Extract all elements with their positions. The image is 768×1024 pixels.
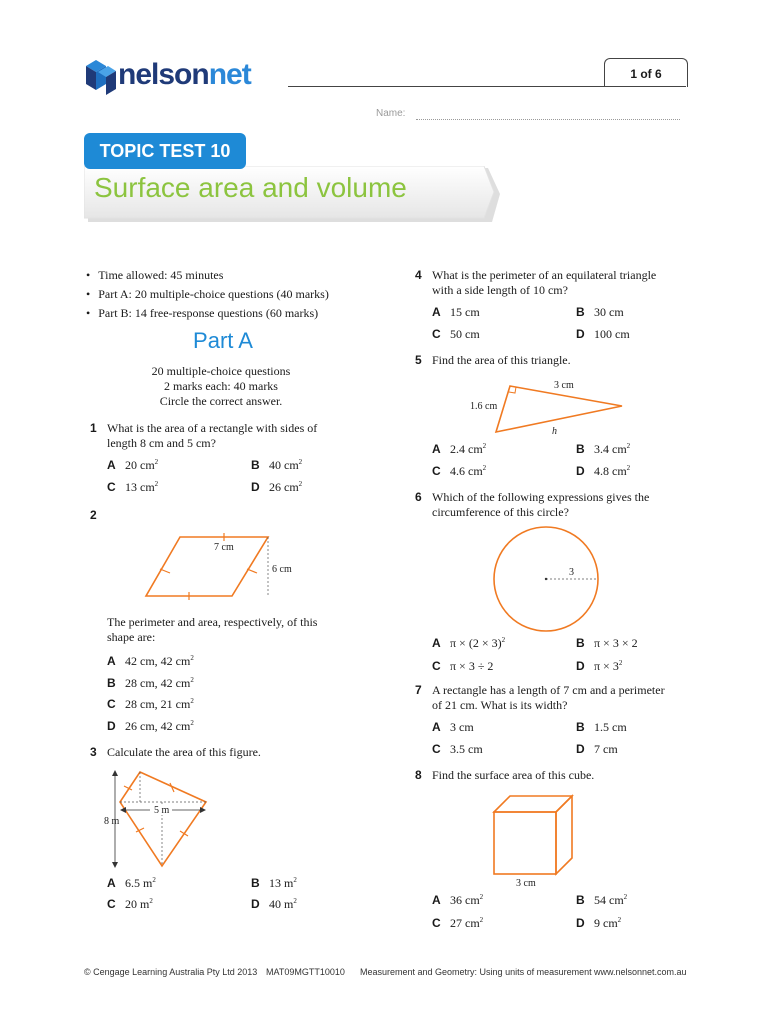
- option-letter: B: [576, 893, 585, 907]
- test-info-list: [86, 266, 386, 323]
- option-letter: D: [576, 659, 585, 673]
- option-letter: A: [432, 720, 441, 734]
- option-d[interactable]: [251, 480, 302, 495]
- option-value: π × (2 × 3): [450, 636, 502, 650]
- option-letter: B: [576, 305, 585, 319]
- option-letter: C: [432, 916, 441, 930]
- logo-text-nelson: nelson: [118, 58, 209, 91]
- option-value: 1.5 cm: [594, 720, 627, 734]
- diagram-label-h: h: [552, 426, 557, 437]
- option-letter: C: [107, 897, 116, 911]
- superscript: 2: [623, 893, 628, 901]
- question-text: [432, 490, 649, 520]
- option-letter: C: [432, 659, 441, 673]
- option-value: 2.4 cm: [450, 442, 483, 456]
- option-a[interactable]: [432, 305, 480, 320]
- option-value: 13 cm: [125, 480, 155, 494]
- option-c[interactable]: [432, 659, 493, 674]
- option-a[interactable]: [107, 458, 158, 473]
- superscript: 2: [482, 442, 487, 450]
- option-letter: A: [107, 876, 116, 890]
- option-b[interactable]: [576, 636, 638, 651]
- cube-logo-icon: [84, 56, 118, 98]
- option-value: 26 cm: [269, 480, 299, 494]
- footer-strand: Measurement and Geometry: Using units of measurement: [360, 967, 592, 977]
- option-letter: D: [576, 916, 585, 930]
- footer-copyright: © Cengage Learning Australia Pty Ltd 2013: [84, 967, 258, 977]
- question-text: [432, 683, 665, 713]
- option-letter: D: [576, 742, 585, 756]
- option-letter: A: [432, 636, 441, 650]
- option-value: 3.5 cm: [450, 742, 483, 756]
- option-value: 40 cm: [269, 458, 299, 472]
- question-number: 8: [415, 768, 422, 782]
- footer-url-link[interactable]: www.nelsonnet.com.au: [594, 967, 687, 977]
- option-letter: A: [107, 654, 116, 668]
- superscript: 2: [618, 659, 623, 667]
- question-text-line: length 8 cm and 5 cm?: [107, 436, 216, 450]
- option-d[interactable]: [576, 742, 618, 757]
- option-d[interactable]: [576, 327, 630, 342]
- circle-diagram: [488, 526, 606, 632]
- option-value: 30 cm: [594, 305, 624, 319]
- question-text: [432, 268, 656, 298]
- parallelogram-diagram: [140, 528, 310, 602]
- option-letter: C: [432, 327, 441, 341]
- option-a[interactable]: [107, 876, 156, 891]
- question-text-line: with a side length of 10 cm?: [432, 283, 568, 297]
- option-value: 20 m: [125, 897, 150, 911]
- option-a[interactable]: [432, 442, 486, 457]
- option-a[interactable]: [432, 720, 474, 735]
- option-value: 9 cm: [594, 916, 618, 930]
- option-c[interactable]: [107, 480, 158, 495]
- topic-tab: TOPIC TEST 10: [84, 133, 246, 169]
- option-value: 20 cm: [125, 458, 155, 472]
- option-d[interactable]: [576, 916, 621, 931]
- option-letter: A: [432, 893, 441, 907]
- superscript: 2: [190, 697, 194, 705]
- footer-code: MAT09MGTT10010: [266, 967, 345, 977]
- option-value: 40 m: [269, 897, 294, 911]
- superscript: 2: [293, 876, 297, 884]
- option-value: 54 cm: [594, 893, 624, 907]
- superscript: 2: [626, 464, 631, 472]
- superscript: 2: [293, 897, 297, 905]
- question-text: Calculate the area of this figure.: [107, 745, 261, 759]
- option-letter: B: [576, 636, 585, 650]
- option-value: 4.8 cm: [594, 464, 627, 478]
- option-letter: B: [576, 442, 585, 456]
- option-value: 50 cm: [450, 327, 480, 341]
- option-letter: B: [251, 876, 260, 890]
- option-c[interactable]: [432, 916, 483, 931]
- question-text: [107, 615, 317, 645]
- superscript: 2: [298, 458, 303, 466]
- question-number: 7: [415, 683, 422, 697]
- question-text-line: A rectangle has a length of 7 cm and a perimeter: [432, 683, 665, 697]
- option-value: 15 cm: [450, 305, 480, 319]
- superscript: 2: [626, 442, 631, 450]
- diagram-label-6cm: 6 cm: [272, 564, 292, 575]
- superscript: 2: [482, 464, 487, 472]
- option-value: π × 3 ÷ 2: [450, 659, 494, 673]
- option-c[interactable]: [107, 897, 153, 912]
- question-text-line: What is the perimeter of an equilateral triangle: [432, 268, 657, 282]
- option-value: 26 cm, 42 cm: [125, 719, 191, 733]
- option-value: 42 cm, 42 cm: [125, 654, 191, 668]
- option-letter: D: [576, 327, 585, 341]
- question-number: 1: [90, 421, 97, 435]
- option-value: 27 cm: [450, 916, 480, 930]
- option-value: 36 cm: [450, 893, 480, 907]
- option-a[interactable]: [107, 654, 194, 669]
- option-b[interactable]: [576, 305, 624, 320]
- option-d[interactable]: [107, 719, 194, 734]
- page-title: Surface area and volume: [94, 172, 407, 203]
- option-value: 3.4 cm: [594, 442, 627, 456]
- question-text: [107, 421, 317, 451]
- superscript: 2: [298, 480, 303, 488]
- option-value: 4.6 cm: [450, 464, 483, 478]
- option-value: 13 m: [269, 876, 294, 890]
- option-a[interactable]: [432, 636, 505, 651]
- question-text-line: shape are:: [107, 630, 156, 644]
- question-text-line: circumference of this circle?: [432, 505, 569, 519]
- superscript: 2: [190, 719, 194, 727]
- option-c[interactable]: [432, 327, 480, 342]
- option-d[interactable]: [576, 464, 630, 479]
- option-letter: A: [432, 305, 441, 319]
- option-d[interactable]: [576, 659, 622, 674]
- diagram-label-1-6cm: 1.6 cm: [470, 401, 498, 412]
- page-number: 1 of 6: [604, 58, 688, 87]
- question-number: 3: [90, 745, 97, 759]
- question-text: Find the area of this triangle.: [432, 353, 571, 367]
- option-value: 7 cm: [594, 742, 618, 756]
- part-a-description: [86, 364, 356, 409]
- option-value: 100 cm: [594, 327, 630, 341]
- superscript: 2: [617, 916, 622, 924]
- option-letter: C: [432, 742, 441, 756]
- question-number: 4: [415, 268, 422, 282]
- diagram-label-8m: 8 m: [104, 816, 120, 827]
- kite-diagram: [102, 766, 214, 872]
- option-letter: D: [251, 897, 260, 911]
- option-letter: B: [251, 458, 260, 472]
- option-c[interactable]: [432, 742, 483, 757]
- option-value: 3 cm: [450, 720, 474, 734]
- option-value: 28 cm, 21 cm: [125, 697, 191, 711]
- cube-diagram: [490, 794, 574, 890]
- option-b[interactable]: [576, 720, 627, 735]
- superscript: 2: [154, 480, 159, 488]
- superscript: 2: [479, 916, 484, 924]
- option-letter: A: [107, 458, 116, 472]
- superscript: 2: [479, 893, 484, 901]
- part-a-desc-line: 2 marks each: 40 marks: [164, 379, 278, 393]
- question-text-line: What is the area of a rectangle with sides of: [107, 421, 318, 435]
- option-letter: A: [432, 442, 441, 456]
- part-a-desc-line: 20 multiple-choice questions: [151, 364, 291, 378]
- superscript: 2: [190, 676, 194, 684]
- part-a-desc-line: Circle the correct answer.: [159, 394, 283, 408]
- superscript: 2: [152, 876, 156, 884]
- superscript: 2: [190, 654, 194, 662]
- option-b[interactable]: [576, 893, 627, 908]
- option-b[interactable]: [107, 676, 194, 691]
- name-field[interactable]: [416, 119, 680, 120]
- option-letter: C: [107, 480, 116, 494]
- part-a-heading: Part A: [193, 328, 253, 353]
- superscript: 2: [501, 636, 506, 644]
- question-text: Find the surface area of this cube.: [432, 768, 595, 782]
- superscript: 2: [154, 458, 159, 466]
- option-letter: C: [107, 697, 116, 711]
- option-c[interactable]: [107, 697, 194, 712]
- logo-text-net: net: [208, 58, 251, 91]
- option-letter: B: [576, 720, 585, 734]
- question-text-line: The perimeter and area, respectively, of this: [107, 615, 318, 629]
- question-number: 2: [90, 508, 97, 522]
- option-d[interactable]: [251, 897, 297, 912]
- option-letter: D: [576, 464, 585, 478]
- superscript: 2: [149, 897, 153, 905]
- info-time: • Time allowed: 45 minutes: [86, 266, 386, 285]
- diagram-label-radius: 3: [569, 567, 574, 578]
- option-letter: D: [251, 480, 260, 494]
- question-number: 6: [415, 490, 422, 504]
- option-b[interactable]: [251, 876, 297, 891]
- name-label: Name:: [376, 108, 406, 119]
- question-text-line: Which of the following expressions gives the: [432, 490, 650, 504]
- option-value: π × 3 × 2: [594, 636, 638, 650]
- option-value: π × 3: [594, 659, 619, 673]
- option-b[interactable]: [576, 442, 630, 457]
- diagram-label-3cm: 3 cm: [516, 878, 536, 889]
- option-letter: B: [107, 676, 116, 690]
- diagram-label-3cm: 3 cm: [554, 380, 574, 391]
- option-letter: C: [432, 464, 441, 478]
- triangle-diagram: [466, 374, 626, 438]
- option-value: 6.5 m: [125, 876, 153, 890]
- info-part-a: • Part A: 20 multiple-choice questions (40 marks): [86, 285, 386, 304]
- diagram-label-5m: 5 m: [154, 805, 170, 816]
- diagram-label-7cm: 7 cm: [214, 542, 234, 553]
- info-part-b: • Part B: 14 free-response questions (60 marks): [86, 304, 386, 323]
- option-b[interactable]: [251, 458, 302, 473]
- option-c[interactable]: [432, 464, 486, 479]
- option-a[interactable]: [432, 893, 483, 908]
- option-value: 28 cm, 42 cm: [125, 676, 191, 690]
- question-text-line: of 21 cm. What is its width?: [432, 698, 568, 712]
- nelsonnet-logo: [84, 56, 289, 98]
- question-number: 5: [415, 353, 422, 367]
- option-letter: D: [107, 719, 116, 733]
